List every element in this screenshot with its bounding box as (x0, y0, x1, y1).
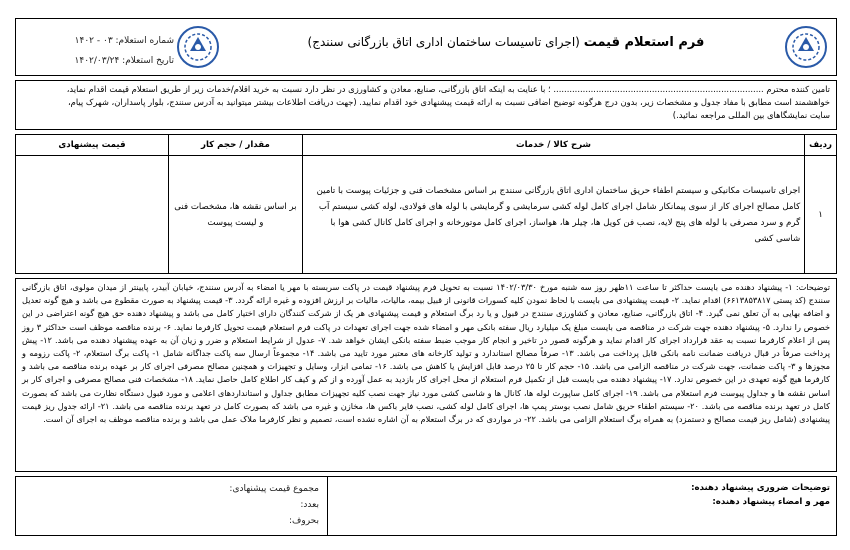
table-row (16, 156, 837, 274)
notes-section (15, 278, 837, 472)
chamber-logo-right-icon (784, 25, 828, 69)
intro-line-2: خواهشمند است مطابق با مفاد جدول و مشخصات زیر، بدون درج هرگونه توضیح اضافی نسبت به ارائه قیمت پیشنهادی خود اقدام نمایید. (جهت دریافت اطلاعات بیشتر میتوانید به آدرس سنندج، بلوار پاسداران، شهرک پیام، (67, 97, 830, 107)
total-price-label: مجموع قیمت پیشنهادی: (229, 484, 319, 494)
chamber-logo-left-icon (176, 25, 220, 69)
header-price: قیمت پیشنهادی (16, 135, 169, 156)
row-price-input[interactable] (16, 156, 169, 274)
row-radif: ۱ (805, 156, 837, 274)
intro-paragraph (15, 80, 837, 130)
inquiry-date: تاریخ استعلام: ۱۴۰۲/۰۳/۲۴ (74, 56, 174, 66)
row-quantity: بر اساس نقشه ها، مشخصات فنی و لیست پیوست (168, 156, 302, 274)
total-price-box (16, 477, 328, 535)
row-description: اجرای تاسیسات مکانیکی و سیستم اطفاء حریق ساختمان اداری اتاق بازرگانی سنندج بر اساس مشخصات فنی و جزئیات پیوست با تامین کامل مصالح اجرای کار از سوی پیمانکار شامل اجرای کامل لوله کشی سرمایشی و گرمایشی با لوله های فولادی، لوله کشی سیستم آب گرم و سرد مصرفی با لوله های پنج لایه، نصب فن کویل ها، چیلر ها، هواساز، اجرای کامل موتورخانه و اجرای کامل کانال کشی هوا با شاسی کشی (302, 156, 804, 274)
items-table (15, 134, 837, 274)
header-description: شرح کالا / خدمات (302, 135, 804, 156)
form-title-main: فرم استعلام قیمت (583, 35, 705, 50)
total-words-field[interactable]: بحروف: (289, 516, 319, 526)
form-title (256, 35, 756, 50)
required-remarks-label: توضیحات ضروری پیشنهاد دهنده: (691, 483, 830, 493)
inquiry-form (15, 18, 837, 536)
inquiry-meta (24, 31, 174, 71)
header-quantity: مقدار / حجم کار (168, 135, 302, 156)
intro-line-1: تامین کننده محترم ............................................................................... ؛ با عنایت به اینکه اتاق بازرگانی، صنایع، معادن و کشاورزی در نظر دارد نسبت به خرید اقلام/خدمات زیر از طریق استعلام قیمت اقدام نماید، (66, 84, 830, 94)
total-numeric-field[interactable]: بعدد: (300, 500, 319, 510)
form-title-sub: (اجرای تاسیسات ساختمان اداری اتاق بازرگانی سنندج) (307, 35, 580, 49)
table-header-row (16, 135, 837, 156)
bidder-remarks (326, 477, 836, 535)
inquiry-number: شماره استعلام: ۰۳ - ۱۴۰۲ (74, 36, 174, 46)
header-radif: ردیف (805, 135, 837, 156)
intro-line-3: سایت نمایشگاهای بین المللی مراجعه نمائید.) (672, 110, 830, 120)
form-header (15, 18, 837, 76)
notes-text: توضیحات: ۱- پیشنهاد دهنده می بایست حداکثر تا ساعت ۱۱ظهر روز سه شنبه مورخ ۱۴۰۲/۰۳/۳۰ نسبت به تحویل فرم پیشنهاد قیمت در پاکت سربسته با مهر یا امضاء به آدرس سنندج، خیابان آبیدر، پایینتر از میدان مولوی، اتاق بازرگانی سنندج (کد پستی ۶۶۱۳۸۵۳۸۱۷) اقدام نماید. ۲- قیمت پیشنهادی می بایست با لحاظ نمودن کلیه کسورات قانونی از قبیل بیمه، مالیات، مالیات بر ارزش افزوده و غیره ارائه گردد. ۳- قیمت پیشنهاد به صورت مقطوع می باشد و هیچ گونه تعدیل و اضافه بهایی به آن تعلق نمی گیرد. ۴- اتاق بازرگانی، صنایع، معادن و کشاورزی سنندج در قبول و یا رد برگ استعلام و قیمت پیشنهادی هر یک از شرکت کنندگان دارای اختیار کامل می باشد و پیشنهاد دهنده حق هیچ گونه اعتراضی در این خصوص را ندارد. ۵- پیشنهاد دهنده جهت شرکت در مناقصه می بایست مبلغ یک میلیارد ریال سفته بانکی مهر و امضاء شده جهت اجرای تعهدات در پاکت فرم استعلام قیمت تحویل کارفرما نماید. ۶- برنده مناقصه موظف است حداکثر ۳ روز پس از اعلام کارفرما نسبت به عقد قرارداد اجرای کار اقدام نماید و هرگونه قصور در تاخیر و انجام کار موجب ضبط سفته بانکی ایشان خواهد شد. ۷- عدول از شرایط استعلام و ضرر و زیان آن به عهده پیشنهاد دهنده می باشد. ۱۲- پیش پرداخت صرفاً در قبال دریافت ضمانت نامه بانکی قابل پرداخت می باشد. ۱۳- صرفاً مصالح استاندارد و تولید کارخانه های معتبر مورد تایید می باشد. ۱۴- مجموعاً ارسال سه پاکت جداگانه شامل ۱- پاکت برگ استعلام، ۲- پاکت رزومه و مجوزها و ۳- پاکت ضمانت، جهت شرکت در مناقصه الزامی می باشد. ۱۵- حجم کار تا ۲۵ درصد قابل افزایش یا کاهش می باشد. ۱۶- تمامی ابزار، وسایل و تجهیزات و همچنین مصالح مصرفی اجرای کار بر عهده برنده مناقصه می باشد و کارفرما هیچ گونه تعهدی در این خصوص ندارد. ۱۷- پیشنهاد دهنده می بایست قبل از تکمیل فرم استعلام از محل اجرای کار بازدید به عمل آورده و از کم و کیف کار اطلاع کامل حاصل نماید. ۱۸- مشخصات فنی مصالح مصرفی و اجرای کار بر اساس نقشه ها و جداول پیوست فرم استعلام می باشد. ۱۹- اجرای کامل ساپورت لوله ها، کانال ها و شاسی کشی مورد نیاز جهت نصب کلیه تجهیزات مطابق جداول و استانداردهای اعلامی و مورد قبول دستگاه نظارت می باشد که بصورت کامل در تعهد برنده مناقصه می باشد. ۲۰- سیستم اطفاء حریق شامل نصب بوستر پمپ ها، اجرای کامل لوله کشی، نصب فایر باکس ها، مخازن و غیره می باشد که بصورت کامل در تعهد برنده مناقصه می باشد. ۲۱- ارائه جدول ریز قیمت پیشنهادی (شامل ریز قیمت مصالح و دستمزد) به همراه برگ استعلام الزامی می باشد. ۲۲- در مواردی که در برگ استعلام به آن اشاره نشده است، تصمیم و نظر کارفرما ملاک عمل می باشد و برنده مناقصه موظف به اجرای آن است. (22, 282, 831, 425)
footer-section (15, 476, 837, 536)
stamp-signature-label: مهر و امضاء پیشنهاد دهنده: (712, 497, 830, 507)
